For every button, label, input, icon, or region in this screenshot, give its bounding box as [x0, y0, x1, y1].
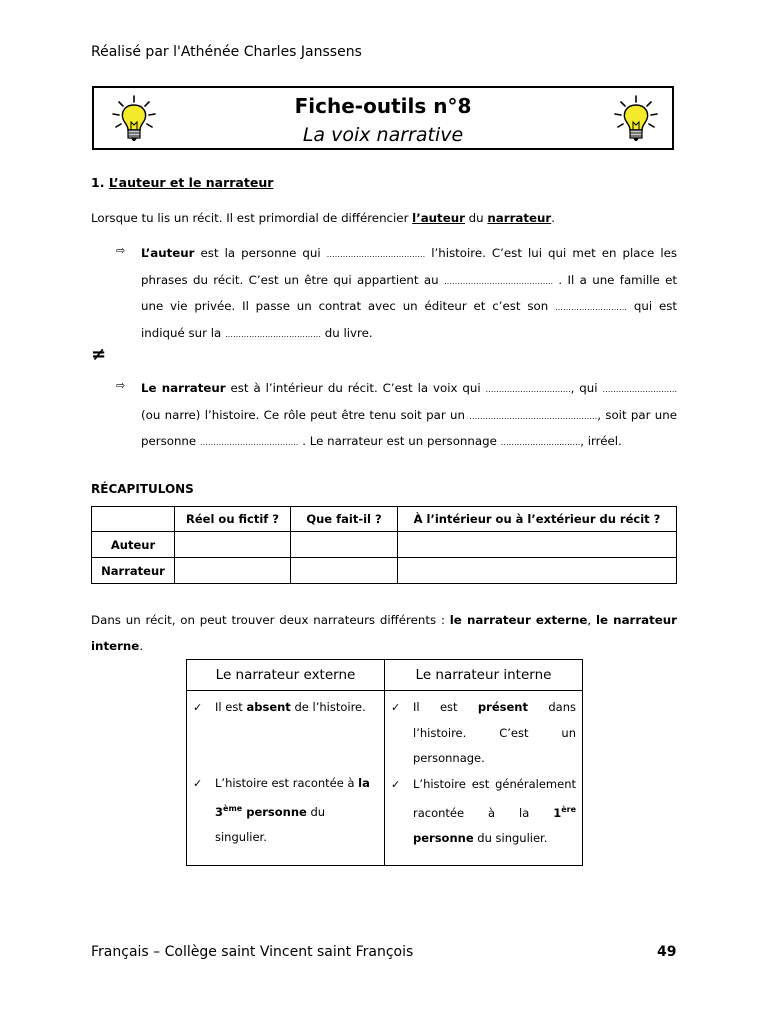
cell-interne [385, 691, 583, 866]
item-text: Il est absent de l’histoire. [215, 700, 366, 714]
intro-text: . [551, 211, 555, 225]
bullet-term: Le narrateur [141, 381, 226, 395]
blank-fill: ………………………………………… [469, 411, 598, 421]
list-item [391, 772, 576, 852]
bullet-text: . Le narrateur est un personnage [298, 434, 501, 448]
lightbulb-icon [612, 94, 660, 144]
check-icon: ✓ [193, 701, 203, 714]
blank-fill: ……………………… [555, 303, 628, 312]
term-auteur: l’auteur [412, 211, 465, 225]
blank-fill: ……………………………… [224, 329, 321, 339]
item-text: L’histoire est généralement racontée à la 1ère personne du singulier. [413, 776, 576, 846]
arrow-bullet-icon: ⇨ [116, 379, 126, 392]
intro-text: du [464, 211, 488, 225]
blank-fill: …………………..……. [500, 438, 581, 447]
page-title: Fiche-outils n°8 [294, 94, 472, 118]
page-header: Réalisé par l'Athénée Charles Janssens [91, 44, 362, 60]
list-item [193, 695, 378, 721]
table-header-row [92, 507, 677, 532]
footer-text: Français – Collège saint Vincent saint François [91, 944, 414, 960]
bullet-text: l’histoire. C’est lui qui met en place les phrases du récit. C’est un être qui appartient au [141, 246, 677, 287]
compare-table [186, 659, 583, 866]
table-header-cell: Réel ou fictif ? [175, 507, 291, 532]
table-row [92, 532, 677, 558]
bullet-auteur [141, 241, 677, 347]
intro-text: Lorsque tu lis un récit. Il est primordial de différencier [91, 211, 413, 225]
blank-fill: ………………………………. [326, 250, 426, 259]
bullet-text: du livre. [320, 325, 373, 340]
col-header-interne: Le narrateur interne [385, 660, 583, 691]
list-item [391, 695, 576, 772]
two-narrators-paragraph [91, 607, 677, 659]
page-subtitle: La voix narrative [302, 124, 464, 146]
bullet-text: qui est indiqué sur la [141, 299, 677, 340]
section-number: 1. [91, 175, 105, 190]
recap-table [91, 506, 677, 584]
blank-fill: ………………………. [602, 385, 678, 394]
para-text: , [587, 613, 596, 627]
blank-cell[interactable] [175, 532, 291, 558]
blank-cell[interactable] [175, 558, 291, 584]
term-narrateur-externe: le narrateur externe [449, 613, 588, 627]
item-text: L’histoire est racontée à la 3ème personne du singulier. [215, 775, 370, 845]
bullet-term: L’auteur [141, 246, 195, 260]
page-number: 49 [657, 944, 677, 960]
table-row [92, 558, 677, 584]
bullet-text: est à l’intérieur du récit. C’est la voix qui [225, 381, 486, 395]
bullet-text: , soit par une personne [141, 407, 677, 448]
row-label: Auteur [92, 532, 175, 558]
row-label: Narrateur [92, 558, 175, 584]
bullet-narrateur [141, 376, 677, 456]
bullet-text: , irréel. [580, 434, 622, 448]
check-icon: ✓ [193, 776, 203, 790]
check-icon: ✓ [391, 777, 401, 791]
list-item [193, 771, 378, 851]
bullet-text: est la personne qui [194, 246, 327, 260]
check-icon: ✓ [391, 701, 401, 714]
section-title: L’auteur et le narrateur [108, 175, 274, 190]
term-narrateur-interne: le narrateur interne [91, 613, 677, 653]
blank-cell[interactable] [291, 532, 398, 558]
blank-cell[interactable] [398, 532, 677, 558]
section-heading [91, 175, 273, 190]
blank-cell[interactable] [398, 558, 677, 584]
bullet-text: . Il a une famille et une vie privée. Il passe un contrat avec un éditeur et c’est son [141, 272, 678, 313]
table-header-row [187, 660, 583, 691]
table-header-cell: Que fait-il ? [291, 507, 398, 532]
recap-heading: RÉCAPITULONS [91, 482, 194, 496]
title-box [92, 86, 674, 150]
table-header-cell: À l’intérieur ou à l’extérieur du récit ? [398, 507, 677, 532]
blank-cell[interactable] [291, 558, 398, 584]
bullet-text: , qui [570, 381, 603, 395]
blank-fill: ………………………………. [199, 438, 299, 447]
para-text: Dans un récit, on peut trouver deux narrateurs différents : [91, 613, 450, 627]
arrow-bullet-icon: ⇨ [116, 244, 126, 257]
blank-fill: ………………………………….. [443, 276, 554, 286]
cell-externe [187, 691, 385, 866]
table-row [187, 691, 583, 866]
blank-fill: ………………………….. [485, 385, 571, 394]
item-text: Il est présent dans l’histoire. C’est un personnage. [413, 700, 576, 765]
table-header-cell [92, 507, 175, 532]
col-header-externe: Le narrateur externe [187, 660, 385, 691]
not-equal-icon: ≠ [91, 344, 107, 365]
para-text: . [139, 639, 144, 653]
term-narrateur: narrateur [487, 211, 552, 225]
bullet-text: (ou narre) l’histoire. Ce rôle peut être tenu soit par un [141, 407, 470, 422]
intro-paragraph [91, 206, 681, 231]
